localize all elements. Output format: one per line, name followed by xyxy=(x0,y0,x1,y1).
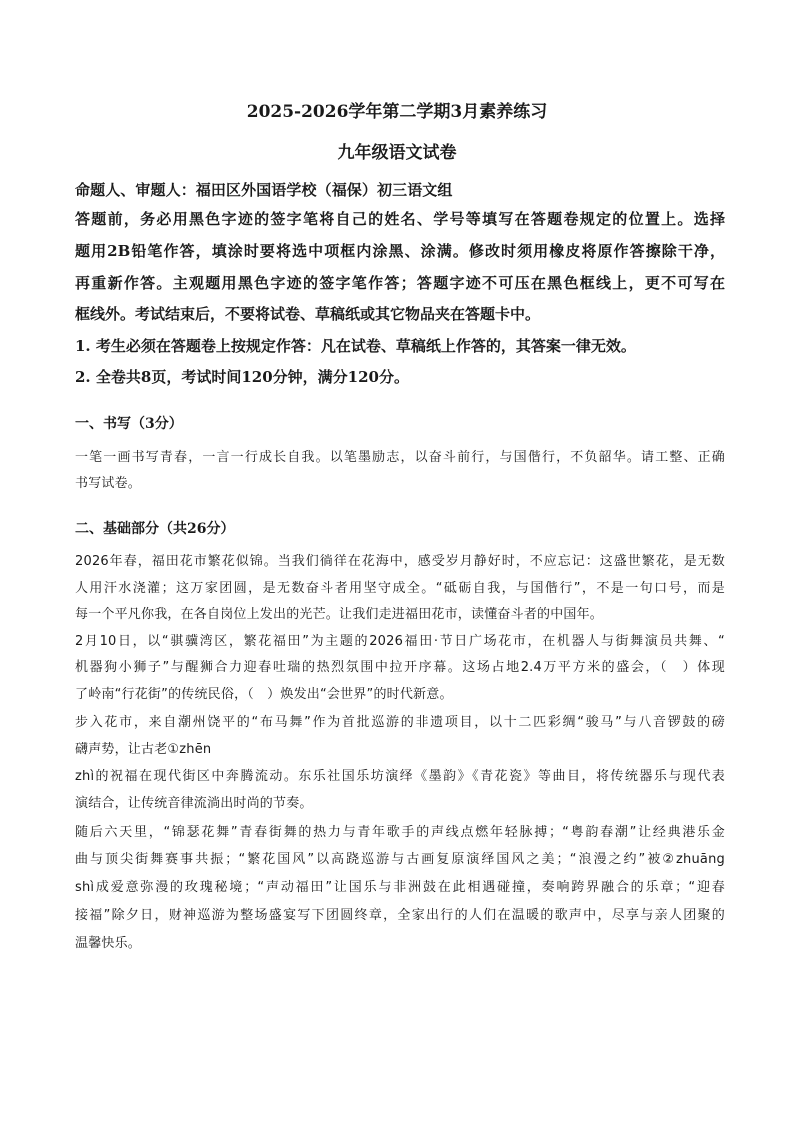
section-1-line-1: 一笔一画书写青春，一言一行成长自我。以笔墨励志，以奋斗前行，与国偕行，不负韶华。请工整、正确 xyxy=(75,450,725,465)
note-2: 2. 全卷共8页，考试时间120分钟，满分120分。 xyxy=(75,368,409,386)
section-2-line-3: 每一个平凡你我，在各自岗位上发出的光芒。让我们走进福田花市，读懂奋斗者的中国年。 xyxy=(75,607,604,622)
authors-line: 命题人、审题人：福田区外国语学校（福保）初三语文组 xyxy=(75,181,453,199)
instructions-line-2: 题用2B铅笔作答，填涂时要将选中项框内涂黑、涂满。修改时须用橡皮将原作答擦除干净， xyxy=(75,242,725,260)
section-1-line-2: 书写试卷。 xyxy=(75,476,142,491)
section-2-line-4: 2月10日，以“骐骥湾区，繁花福田”为主题的2026福田·节日广场花市，在机器人与街舞演员共舞、“ xyxy=(75,634,725,649)
section-2-line-5: 机器狗小狮子”与醒狮合力迎春吐瑞的热烈氛围中拉开序幕。这场占地2.4万平方米的盛会，（ ）体现 xyxy=(75,660,725,675)
note-1: 1. 考生必须在答题卷上按规定作答：凡在试卷、草稿纸上作答的，其答案一律无效。 xyxy=(75,337,636,355)
section-2-line-2: 人用汗水浇灌；这万家团圆，是无数奋斗者用坚守成全。“砥砺自我，与国偕行”，不是一句口号，而是 xyxy=(75,581,725,596)
section-2-line-8: 礴声势，让古老①zhēn xyxy=(75,742,212,757)
section-2-line-10: 演结合，让传统音律流淌出时尚的节奏。 xyxy=(75,796,313,811)
exam-subtitle: 九年级语文试卷 xyxy=(337,143,457,163)
section-2-line-6: 了岭南“行花街”的传统民俗，（ ）焕发出“会世界”的时代新意。 xyxy=(75,687,453,702)
section-2-line-12: 曲与顶尖街舞赛事共振；“繁花国风”以高跷巡游与古画复原演绎国风之美；“浪漫之约”被②zhuāng xyxy=(75,852,725,867)
section-2-heading: 二、基础部分（共26分） xyxy=(75,521,235,537)
section-2-line-1: 2026年春，福田花市繁花似锦。当我们徜徉在花海中，感受岁月静好时，不应忘记：这盛世繁花，是无数 xyxy=(75,554,725,569)
instructions-line-4: 框线外。考试结束后，不要将试卷、草稿纸或其它物品夹在答题卡中。 xyxy=(75,305,541,323)
section-2-line-13: shì成爱意弥漫的玫瑰秘境；“声动福田”让国乐与非洲鼓在此相遇碰撞，奏响跨界融合的乐章；“迎春 xyxy=(75,880,725,895)
section-2-line-11: 随后六天里，“锦瑟花舞”青春街舞的热力与青年歌手的声线点燃年轻脉搏；“粤韵春潮”让经典港乐金 xyxy=(75,825,725,840)
section-2-line-15: 温馨快乐。 xyxy=(75,936,142,951)
instructions-line-1: 答题前，务必用黑色字迹的签字笔将自己的姓名、学号等填写在答题卷规定的位置上。选择 xyxy=(75,210,725,228)
section-1-heading: 一、书写（3分） xyxy=(75,416,183,432)
exam-title: 2025-2026学年第二学期3月素养练习 xyxy=(246,102,548,122)
section-2-line-7: 步入花市，来自潮州饶平的“布马舞”作为首批巡游的非遗项目，以十二匹彩绸“骏马”与八音锣鼓的磅 xyxy=(75,715,725,730)
section-2-line-14: 接福”除夕日，财神巡游为整场盛宴写下团圆终章，全家出行的人们在温暖的歌声中，尽享与亲人团聚的 xyxy=(75,908,725,923)
instructions-line-3: 再重新作答。主观题用黑色字迹的签字笔作答；答题字迹不可压在黑色框线上，更不可写在 xyxy=(75,274,725,292)
section-2-line-9: zhì的祝福在现代街区中奔腾流动。东乐社国乐坊演绎《墨韵》《青花瓷》等曲目，将传统器乐与现代表 xyxy=(75,769,725,784)
